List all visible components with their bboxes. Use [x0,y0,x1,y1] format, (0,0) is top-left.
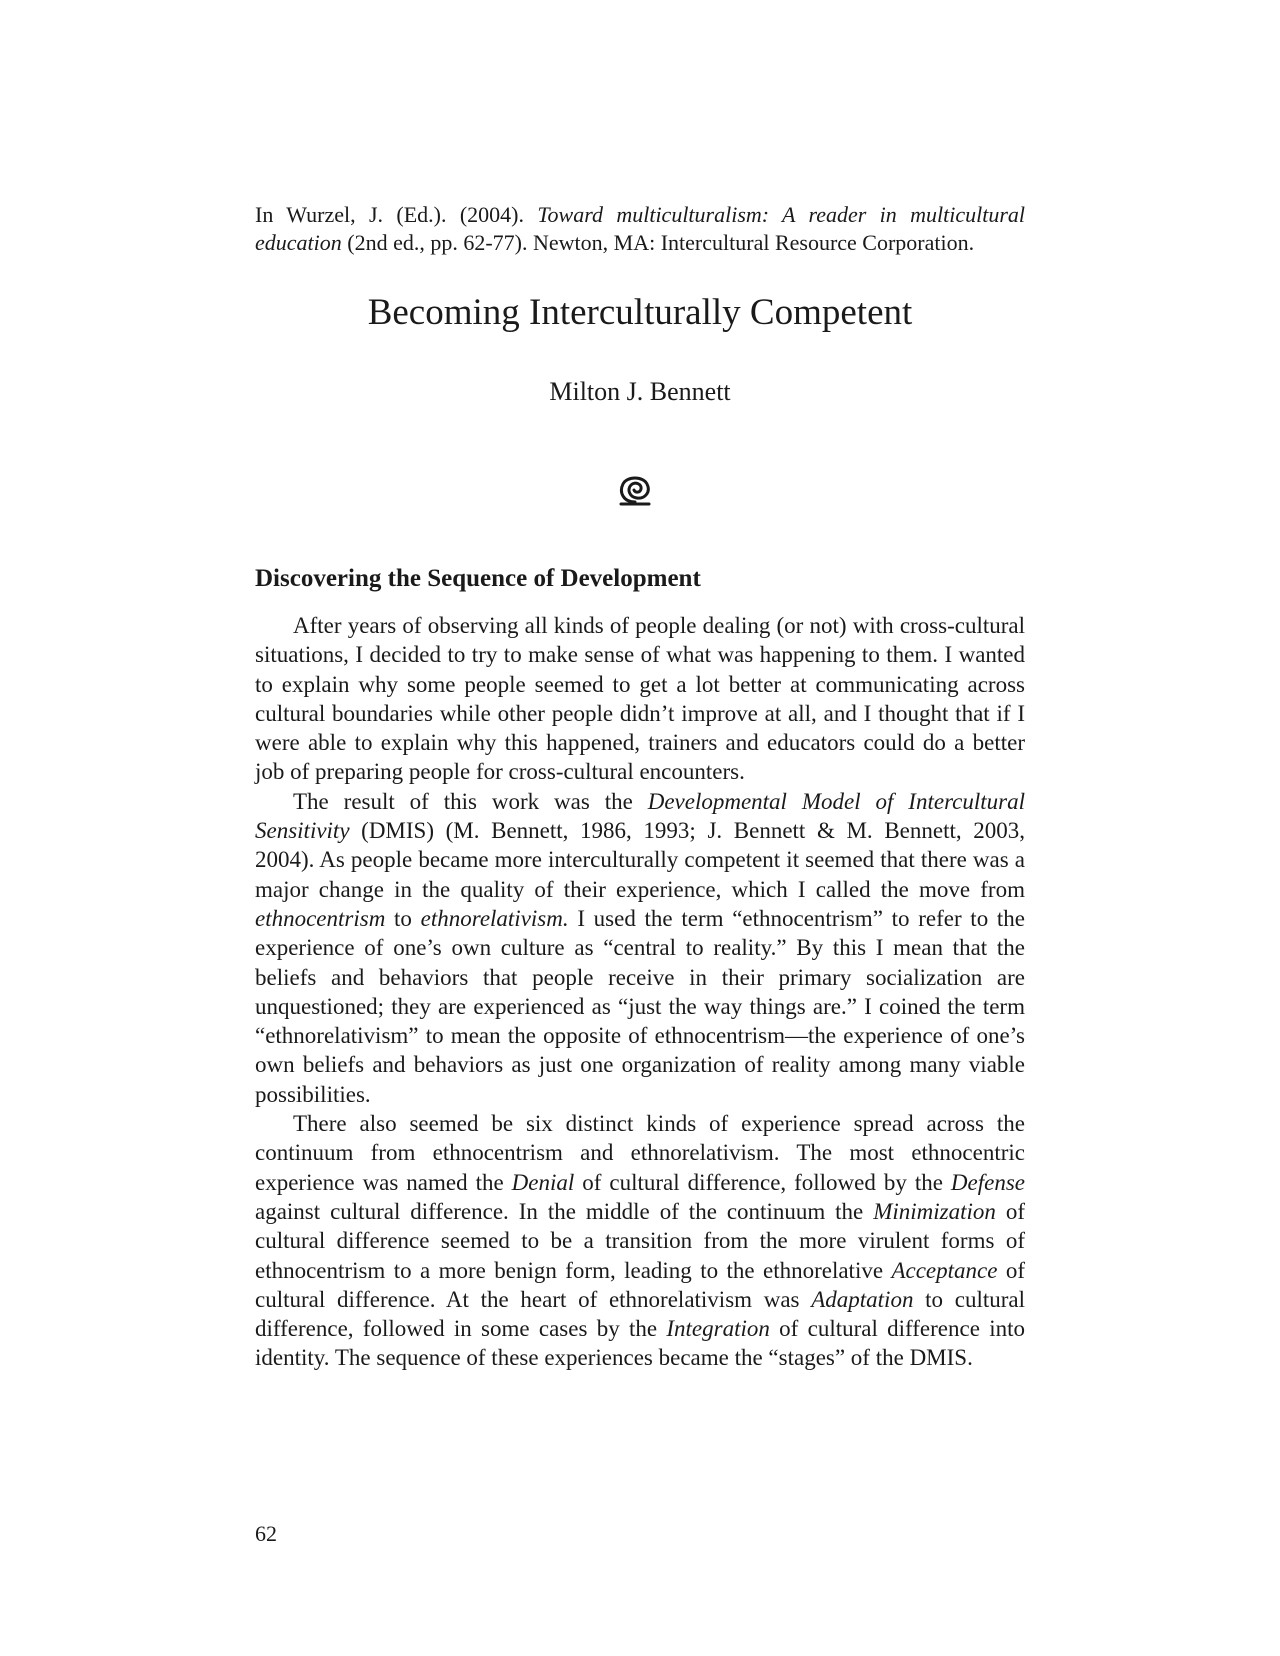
citation-suffix: (2nd ed., pp. 62-77). Newton, MA: Intercultural Resource Corporation. [341,230,975,255]
minimization-term: Minimization [873,1198,996,1224]
citation-prefix: In Wurzel, J. (Ed.). (2004). [255,202,538,227]
citation [255,201,1025,257]
body-text [255,611,1025,1373]
denial-term: Denial [511,1169,575,1195]
citation-book-title: Toward multiculturalism: A reader in multicultural [537,202,1025,227]
adaptation-term: Adaptation [811,1286,914,1312]
ethnorelativism-term: ethnorelativism. [420,905,569,931]
dmis-term: Developmental Model of Intercultural Sensitivity [255,788,1025,844]
spiral-ornament-icon [615,472,655,508]
section-heading: Discovering the Sequence of Development [255,565,701,592]
acceptance-term: Acceptance [891,1257,998,1283]
defense-term: Defense [950,1169,1025,1195]
article-author: Milton J. Bennett [549,377,731,406]
citation-line-2 [255,229,1025,257]
document-page [255,0,1025,1656]
paragraph-1: After years of observing all kinds of people dealing (or not) with cross-cultural situations, I decided to try to make sense of what was happening to them. I wanted to explain why some people seemed to get a lot better at communicating across cultural boundaries while other people didn’t improve at all, and I thought that if I were able to explain why this happened, trainers and educators could do a better job of preparing people for cross-cultural encounters. [255,613,1025,785]
article-title: Becoming Interculturally Competent [367,292,913,333]
paragraph-2: The result of this work was the Developmental Model of Intercultural Sensitivity (DMIS) (M. Bennett, 1986, 1993; J. Bennett & M. Bennett, 2003, 2004). As people became more interculturally competent it seemed that there was a major change in the quality of their experience, which I called the move from ethnocentrism to ethnorelativism. I used the term “ethnocentrism” to refer to the experience of one’s own culture as “central to reality.” By this I mean that the beliefs and behaviors that people receive in their primary socialization are unquestioned; they are experienced as “just the way things are.” I coined the term “ethnorelativism” to mean the opposite of ethnocentrism—the experience of one’s own beliefs and behaviors as just one organization of reality among many viable possibilities. [255,788,1026,1107]
integration-term: Integration [666,1316,770,1342]
ethnocentrism-term: ethnocentrism [255,905,386,931]
page-number: 62 [255,1521,277,1546]
citation-book-title-end: education [255,230,342,255]
paragraph-3: There also seemed be six distinct kinds of experience spread across the continuum from ethnocentrism and ethnorelativism. The most ethnocentric experience was named the Denial of cultural difference, followed by the Defense against cultural difference. In the middle of the continuum the Minimization of cultural difference seemed to be a transition from the more virulent forms of ethnocentrism to a more benign form, leading to the ethnorelative Acceptance of cultural difference. At the heart of ethnorelativism was Adaptation to cultural difference, followed in some cases by the Integration of cultural difference into identity. The sequence of these experiences became the “stages” of the DMIS. [255,1111,1025,1371]
citation-line-1 [255,201,1025,229]
